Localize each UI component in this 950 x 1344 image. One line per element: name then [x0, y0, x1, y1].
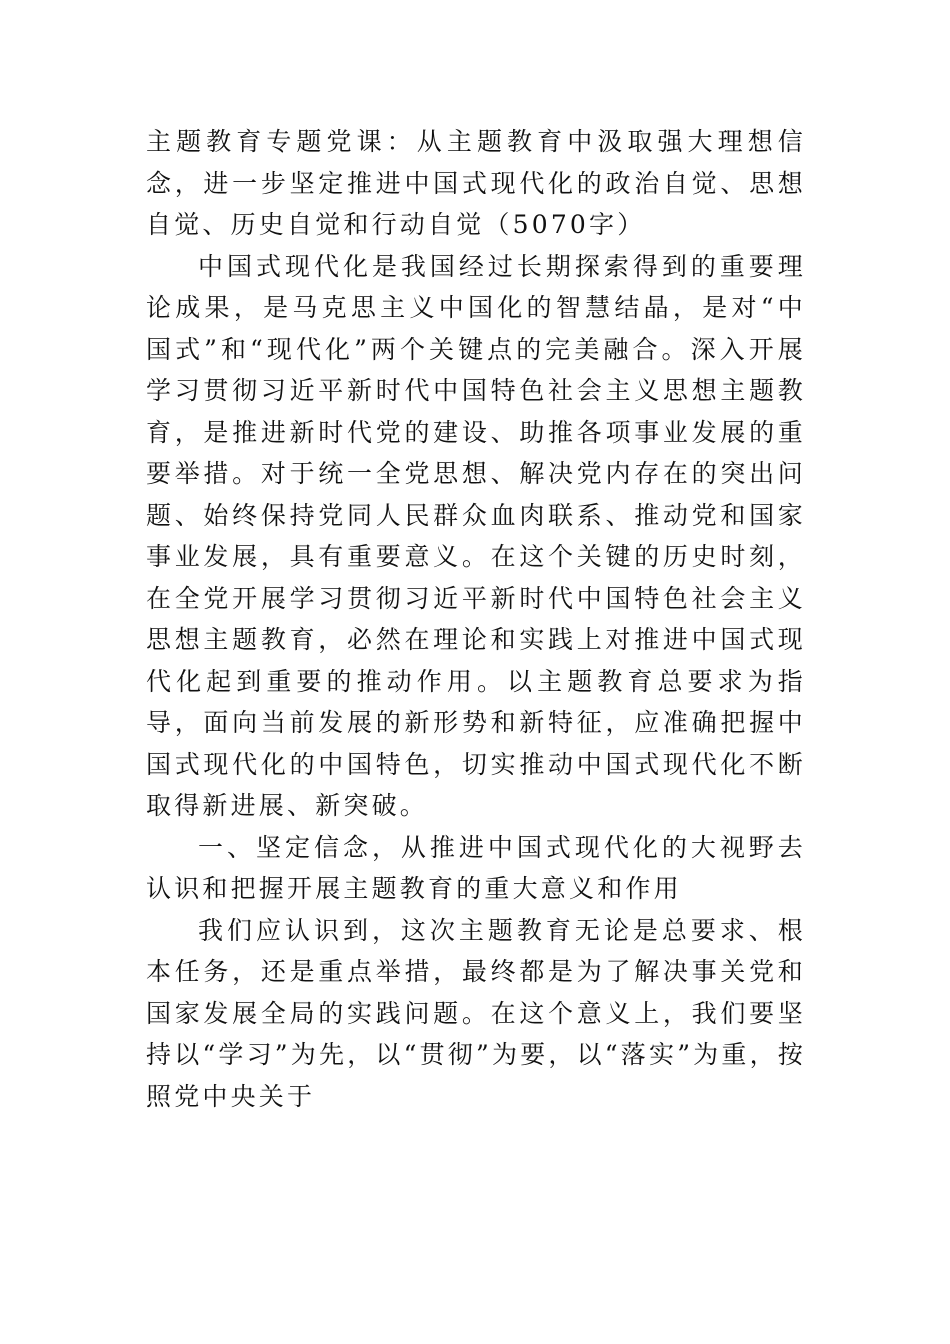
document-title: 主题教育专题党课：从主题教育中汲取强大理想信念，进一步坚定推进中国式现代化的政治自觉、思想自觉、历史自觉和行动自觉（5070字） [146, 127, 806, 239]
paragraph-intro: 中国式现代化是我国经过长期探索得到的重要理论成果，是马克思主义中国化的智慧结晶，是对“中国式”和“现代化”两个关键点的完美融合。深入开展学习贯彻习近平新时代中国特色社会主义思想主题教育，是推进新时代党的建设、助推各项事业发展的重要举措。对于统一全党思想、解决党内存在的突出问题、始终保持党同人民群众血肉联系、推动党和国家事业发展，具有重要意义。在这个关键的历史时刻，在全党开展学习贯彻习近平新时代中国特色社会主义思想主题教育，必然在理论和实践上对推进中国式现代化起到重要的推动作用。以主题教育总要求为指导，面向当前发展的新形势和新特征，应准确把握中国式现代化的中国特色，切实推动中国式现代化不断取得新进展、新突破。 [146, 251, 806, 820]
section-heading-1: 一、坚定信念，从推进中国式现代化的大视野去认识和把握开展主题教育的重大意义和作用 [146, 832, 806, 903]
document-body [146, 121, 806, 1117]
paragraph-section-1: 我们应认识到，这次主题教育无论是总要求、根本任务，还是重点举措，最终都是为了解决事关党和国家发展全局的实践问题。在这个意义上，我们要坚持以“学习”为先，以“贯彻”为要，以“落实”为重，按照党中央关于 [146, 915, 806, 1111]
